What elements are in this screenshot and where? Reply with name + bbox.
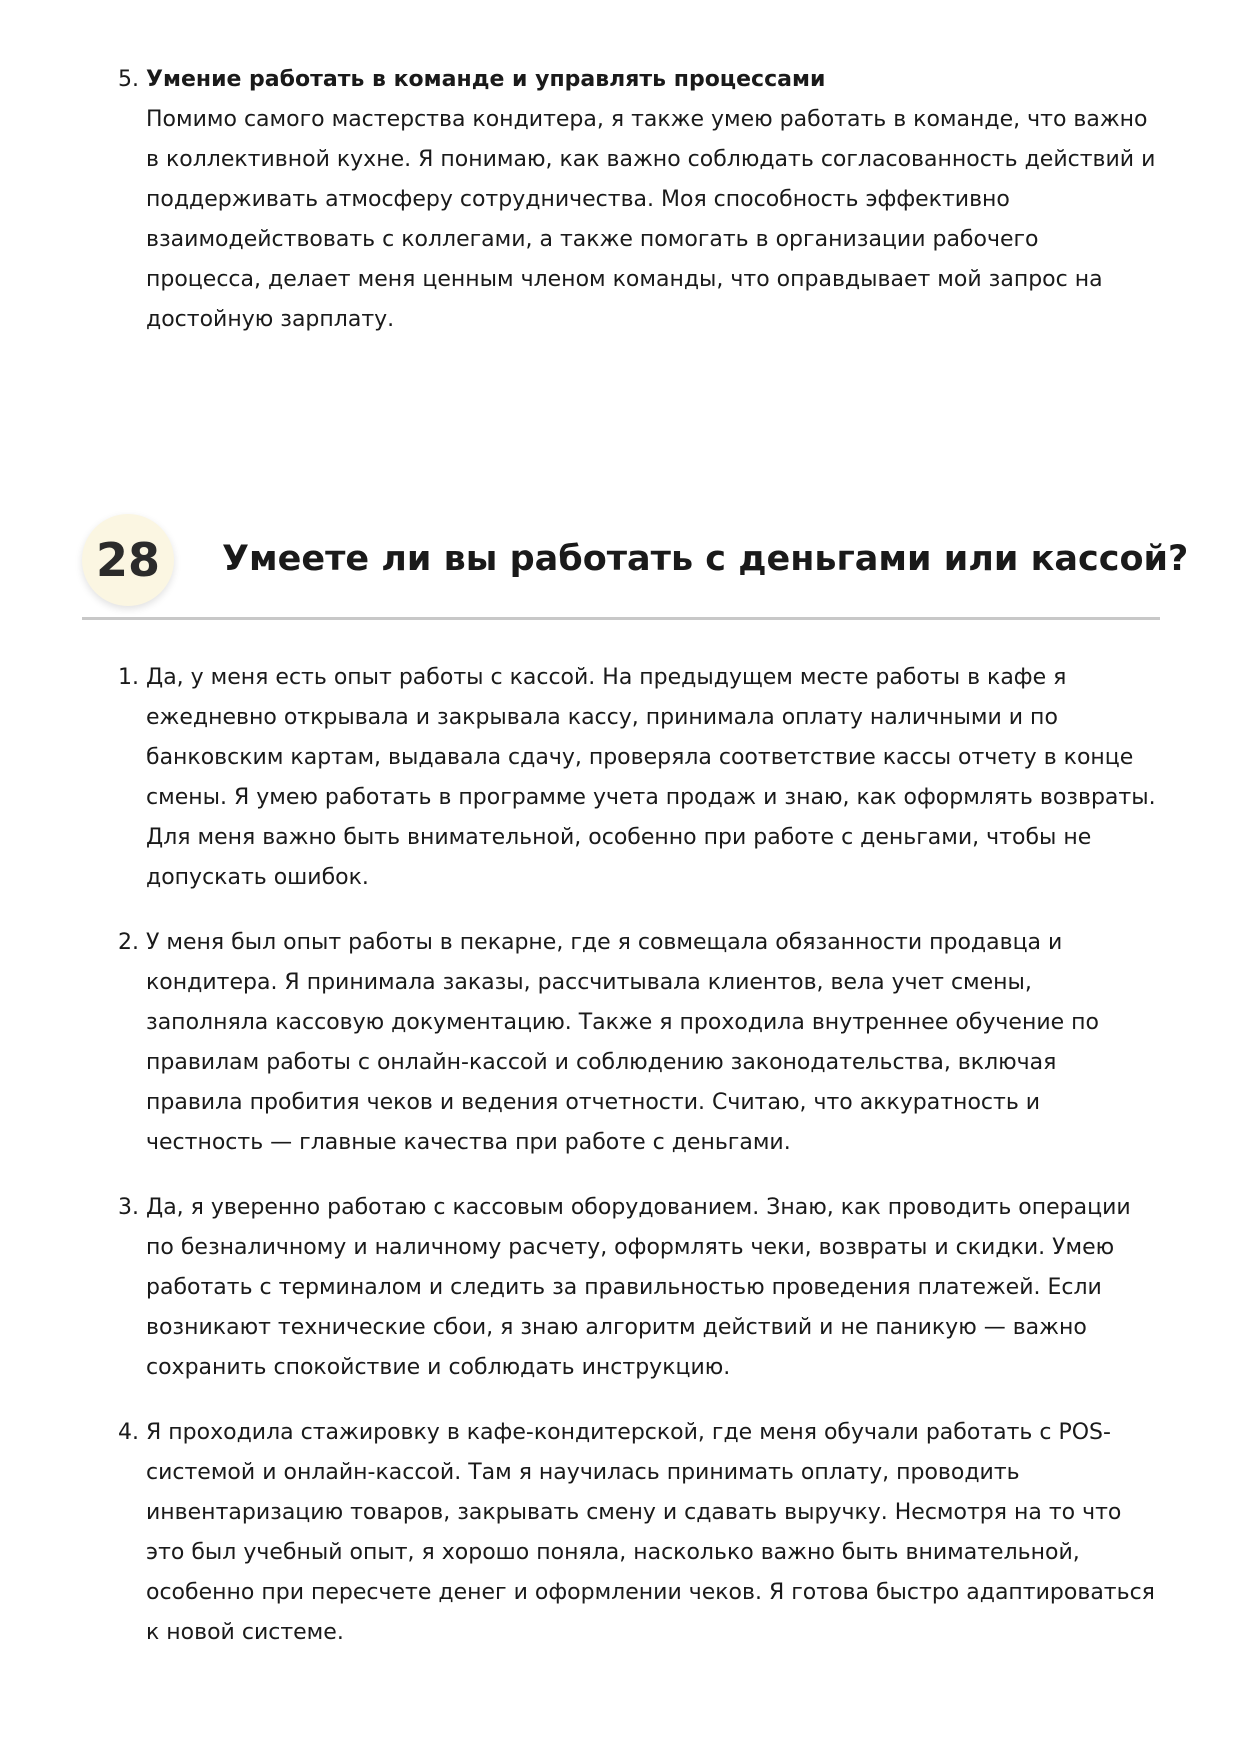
list-item bbox=[118, 658, 1158, 898]
section-title: Умеете ли вы работать с деньгами или кассой? bbox=[222, 539, 1189, 579]
list-item-text: Да, я уверенно работаю с кассовым оборудованием. Знаю, как проводить операции по безналичному и наличному расчету, оформлять чеки, возвраты и скидки. Умею работать с терминалом и следить за правильностью проведения платежей. Если возникают технические сбои, я знаю алгоритм действий и не паникую — важно сохранить спокойствие и соблюдать инструкцию. bbox=[146, 1195, 1131, 1380]
list-item-number: 1. bbox=[118, 665, 139, 690]
list-item bbox=[118, 923, 1158, 1163]
list-item bbox=[118, 1188, 1158, 1388]
list-item-title: Умение работать в команде и управлять процессами bbox=[146, 67, 826, 92]
list-item-text: Помимо самого мастерства кондитера, я также умею работать в команде, что важно в коллективной кухне. Я понимаю, как важно соблюдать согласованность действий и поддерживать атмосферу сотрудничества. Моя способность эффективно взаимодействовать с коллегами, а также помогать в организации рабочего процесса, делает меня ценным членом команды, что оправдывает мой запрос на достойную зарплату. bbox=[146, 107, 1156, 332]
list-item bbox=[118, 60, 1158, 340]
list-item-text: Я проходила стажировку в кафе-кондитерской, где меня обучали работать с POS-системой и онлайн-кассой. Там я научилась принимать оплату, проводить инвентаризацию товаров, закрывать смену и сдавать выручку. Несмотря на то что это был учебный опыт, я хорошо поняла, насколько важно быть внимательной, особенно при пересчете денег и оформлении чеков. Я готова быстро адаптироваться к новой системе. bbox=[146, 1420, 1155, 1645]
list-item-number: 4. bbox=[118, 1420, 139, 1445]
section-divider bbox=[82, 617, 1160, 620]
section-header bbox=[82, 514, 1189, 618]
list-item-number: 3. bbox=[118, 1195, 139, 1220]
list-item-body bbox=[146, 60, 1158, 340]
list-item-number: 2. bbox=[118, 930, 139, 955]
list-item-text: Да, у меня есть опыт работы с кассой. На предыдущем месте работы в кафе я ежедневно открывала и закрывала кассу, принимала оплату наличными и по банковским картам, выдавала сдачу, проверяла соответствие кассы отчету в конце смены. Я умею работать в программе учета продаж и знаю, как оформлять возвраты. Для меня важно быть внимательной, особенно при работе с деньгами, чтобы не допускать ошибок. bbox=[146, 665, 1156, 890]
section-number-badge: 28 bbox=[82, 514, 174, 606]
list-item-number: 5. bbox=[118, 67, 139, 92]
list-item bbox=[118, 1413, 1158, 1653]
list-item-text: У меня был опыт работы в пекарне, где я совмещала обязанности продавца и кондитера. Я принимала заказы, рассчитывала клиентов, вела учет смены, заполняла кассовую документацию. Также я проходила внутреннее обучение по правилам работы с онлайн-кассой и соблюдению законодательства, включая правила пробития чеков и ведения отчетности. Считаю, что аккуратность и честность — главные качества при работе с деньгами. bbox=[146, 930, 1099, 1155]
